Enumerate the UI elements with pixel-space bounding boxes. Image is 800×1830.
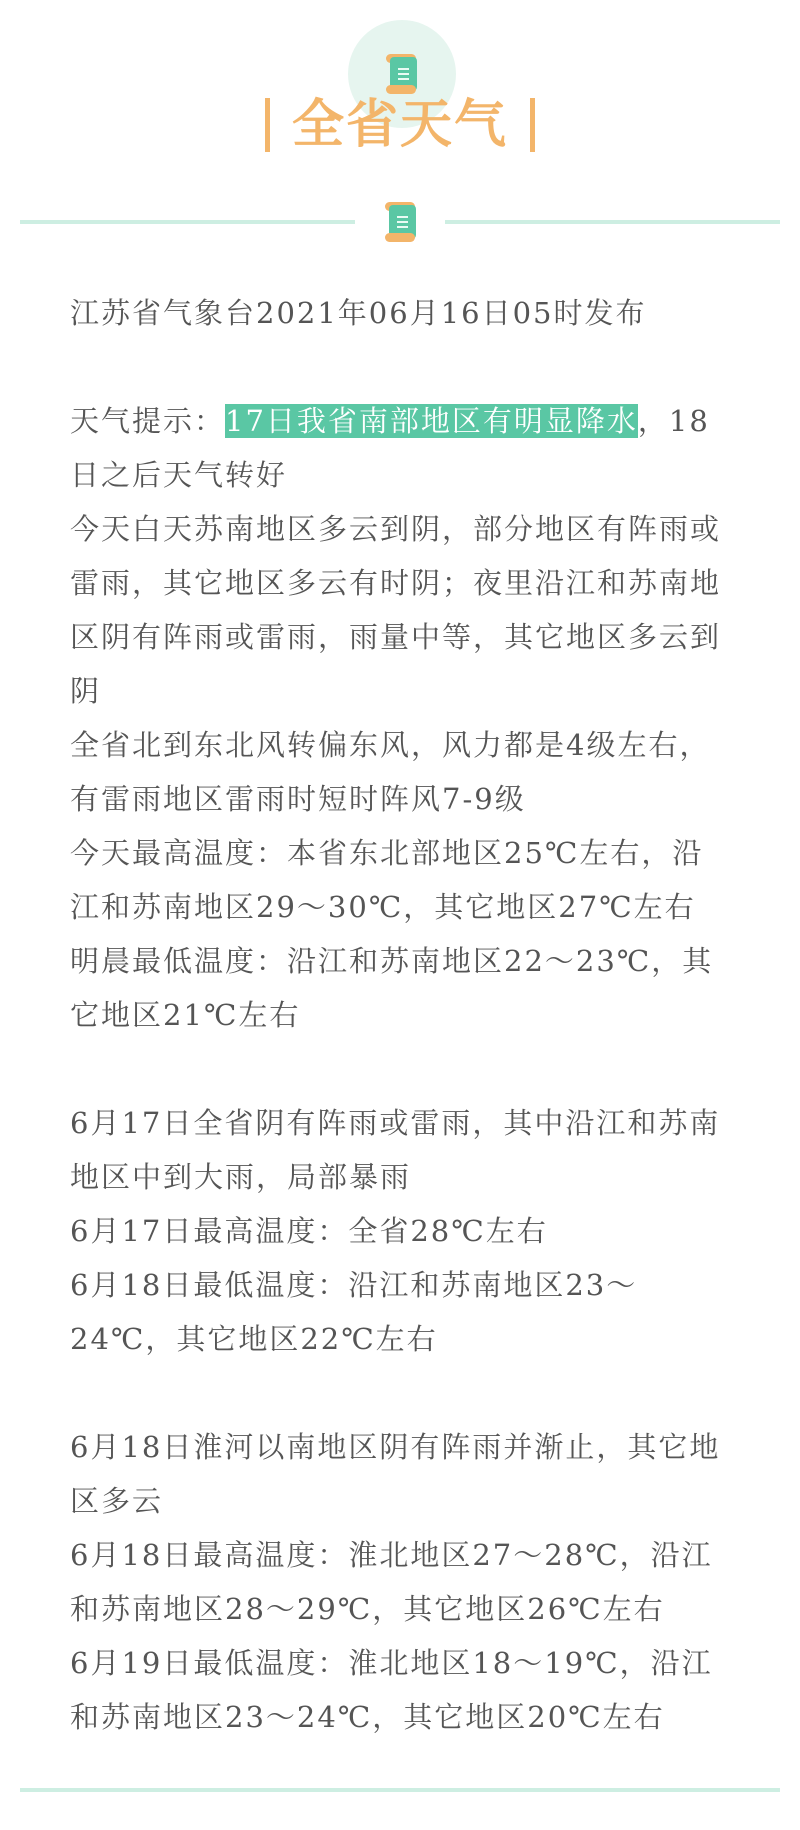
forecast-paragraph: 明晨最低温度：沿江和苏南地区22～23℃，其它地区21℃左右 bbox=[70, 944, 714, 1032]
page-header bbox=[0, 0, 800, 170]
forecast-paragraph: 6月18日最高温度：淮北地区27～28℃，沿江和苏南地区28～29℃，其它地区26℃左右 bbox=[70, 1538, 713, 1626]
forecast-paragraph: 今天白天苏南地区多云到阴，部分地区有阵雨或雷雨，其它地区多云有时阴；夜里沿江和苏南地区阴有阵雨或雷雨，雨量中等，其它地区多云到阴 bbox=[70, 512, 722, 708]
forecast-paragraph: 6月18日最低温度：沿江和苏南地区23～24℃，其它地区22℃左右 bbox=[70, 1268, 638, 1356]
forecast-paragraph: 今天最高温度：本省东北部地区25℃左右，沿江和苏南地区29～30℃，其它地区27℃左右 bbox=[70, 836, 704, 924]
forecast-paragraph: 6月18日淮河以南地区阴有阵雨并渐止，其它地区多云 bbox=[70, 1430, 721, 1518]
paragraph-gap bbox=[70, 1042, 730, 1096]
forecast-paragraph: 6月17日全省阴有阵雨或雷雨，其中沿江和苏南地区中到大雨，局部暴雨 bbox=[70, 1106, 721, 1194]
title-bar-left bbox=[265, 98, 270, 152]
footer-divider bbox=[20, 1788, 780, 1792]
forecast-paragraph: 6月19日最低温度：淮北地区18～19℃，沿江和苏南地区23～24℃，其它地区20℃左右 bbox=[70, 1646, 713, 1734]
tip-label: 天气提示： bbox=[70, 404, 226, 438]
title-bar-right bbox=[530, 98, 535, 152]
forecast-paragraph: 6月17日最高温度：全省28℃左右 bbox=[70, 1214, 548, 1248]
scroll-icon bbox=[385, 202, 415, 242]
paragraph-gap bbox=[70, 340, 730, 394]
paragraph-gap bbox=[70, 1366, 730, 1420]
article-body bbox=[70, 286, 730, 1744]
tip-highlight: 17日我省南部地区有明显降水 bbox=[225, 404, 638, 438]
tip-rest: ，18日之后天气转好 bbox=[70, 404, 710, 492]
weather-tip bbox=[70, 394, 730, 502]
divider-left bbox=[20, 220, 355, 224]
divider-right bbox=[445, 220, 780, 224]
publisher-line: 江苏省气象台2021年06月16日05时发布 bbox=[70, 296, 647, 330]
page-title: 全省天气 bbox=[291, 95, 508, 155]
scroll-icon bbox=[386, 54, 416, 94]
forecast-paragraph: 全省北到东北风转偏东风，风力都是4级左右，有雷雨地区雷雨时短时阵风7-9级 bbox=[70, 728, 711, 816]
